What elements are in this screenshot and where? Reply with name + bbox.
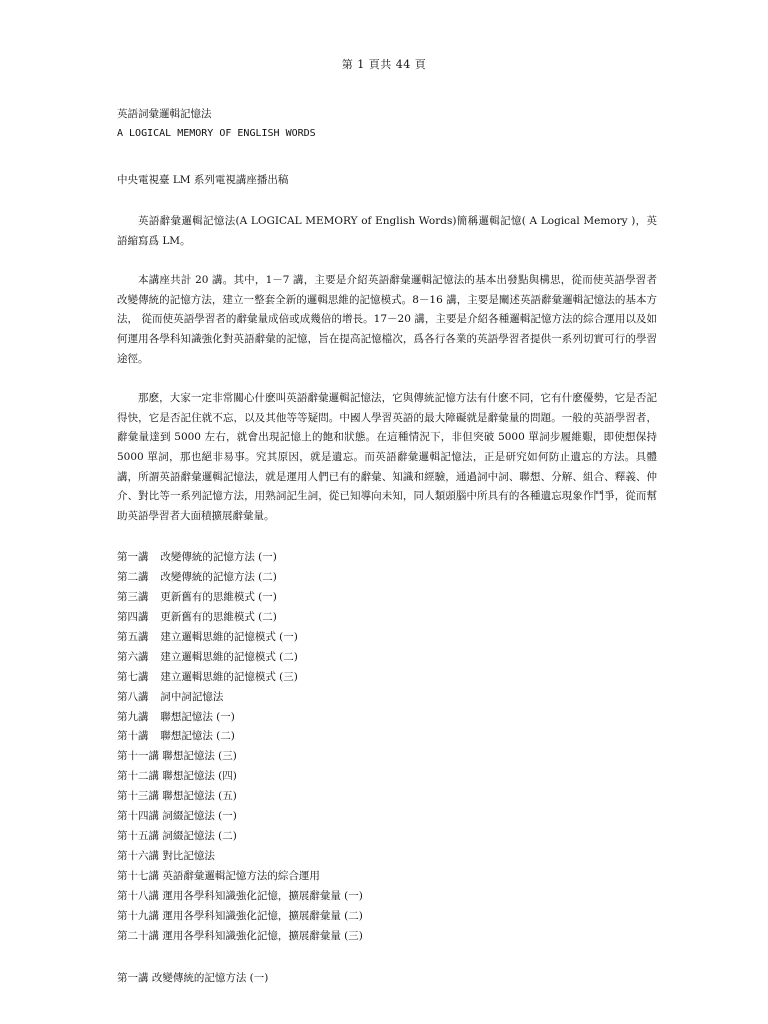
lecture-item: 第七講 建立邏輯思維的記憶模式 (三) — [117, 670, 298, 683]
lecture-item: 第一講 改變傳統的記憶方法 (一) — [117, 551, 277, 564]
lecture-item: 第十七講 英語辭彙邏輯記憶方法的綜合運用 — [117, 869, 320, 882]
lecture-item: 第二十講 運用各學科知識強化記憶，擴展辭彙量 (三) — [117, 929, 363, 942]
lecture-item: 第十五講 詞綴記憶法 (二) — [117, 830, 237, 842]
lecture-item: 第三講 更新舊有的思維模式 (一) — [117, 591, 277, 604]
method-paragraph: 那麽，大家一定非常關心什麽叫英語辭彙邏輯記憶法，它與傳統記憶方法有什麽不同，它有什麽優勢，它是否記得快，它是否記住就不忘，以及其他等等疑問。中國人學習英語的最大障礙就是辭彙量的問題。一般的英語學習者，辭彙量達到 5000 左右，就會出現記憶上的飽和狀態。在這種情況下，非但突破 5000 單詞步履維艱，即使想保持 5000 單詞，那也絕非易事。究其原因，就是遺忘。而英語辭彙邏輯記憶法，正是研究如何防止遺忘的方法。具體講，所謂英語辭彙邏輯記憶法，就是運用人們已有的辭彙、知識和經驗，通過詞中詞、聯想、分解、組合、釋義、仲介、對比等一系列記憶方法，用熟詞記生詞，從已知導向未知，同人類頭腦中所具有的各種遺忘現象作鬥爭，從而幫助英語學習者大面積擴展辭彙量。 — [117, 392, 657, 522]
document-subtitle: 中央電視臺 LM 系列電視講座播出稿 — [117, 174, 289, 186]
lecture-item: 第八講 詞中詞記憶法 — [117, 690, 224, 703]
lecture-item: 第二講 改變傳統的記憶方法 (二) — [117, 571, 277, 584]
document-title: 英語詞彙邏輯記憶法 — [117, 108, 212, 120]
lecture-item: 第四講 更新舊有的思維模式 (二) — [117, 611, 277, 624]
document-title-english: A LOGICAL MEMORY OF ENGLISH WORDS — [117, 128, 316, 139]
lecture-item: 第十四講 詞綴記憶法 (一) — [117, 810, 237, 823]
lecture-item: 第九講 聯想記憶法 (一) — [117, 710, 235, 723]
outline-paragraph: 本講座共計 20 講。其中，1－7 講，主要是介紹英語辭彙邏輯記憶法的基本出發點與構思，從而使英語學習者改變傳統的記憶方法，建立一整套全新的邏輯思維的記憶模式。8－16 講，主要是闡述英語辭彙邏輯記憶法的基本方法， 從而使英語學習者的辭彙量成倍或成幾倍的增長。17－20 講，主要是介紹各種邏輯記憶方法的綜合運用以及如何運用各學科知識強化對英語辭彙的記憶，旨在提高記憶檔次，爲各行各業的英語學習者提供一系列切實可行的學習途徑。 — [117, 274, 657, 365]
page-header: 第 1 頁共 44 頁 — [341, 58, 427, 71]
lecture-item: 第十二講 聯想記憶法 (四) — [117, 770, 237, 783]
lecture-item: 第十九講 運用各學科知識強化記憶，擴展辭彙量 (二) — [117, 909, 363, 922]
lecture-item: 第六講 建立邏輯思維的記憶模式 (二) — [117, 650, 298, 663]
lecture-item: 第五講 建立邏輯思維的記憶模式 (一) — [117, 630, 298, 643]
intro-paragraph: 英語辭彙邏輯記憶法(A LOGICAL MEMORY of English Words)簡稱邏輯記憶( A Logical Memory )，英語縮寫爲 LM。 — [117, 215, 657, 247]
lecture-item: 第十六講 對比記憶法 — [117, 849, 215, 862]
lecture-item: 第十講 聯想記憶法 (二) — [117, 730, 235, 743]
lecture-item: 第十三講 聯想記憶法 (五) — [117, 790, 237, 803]
lecture-item: 第十八講 運用各學科知識強化記憶，擴展辭彙量 (一) — [117, 889, 363, 902]
section-heading: 第一講 改變傳統的記憶方法 (一) — [117, 972, 269, 985]
lecture-list — [117, 548, 657, 946]
lecture-item: 第十一講 聯想記憶法 (三) — [117, 750, 237, 763]
document-body — [117, 104, 657, 988]
